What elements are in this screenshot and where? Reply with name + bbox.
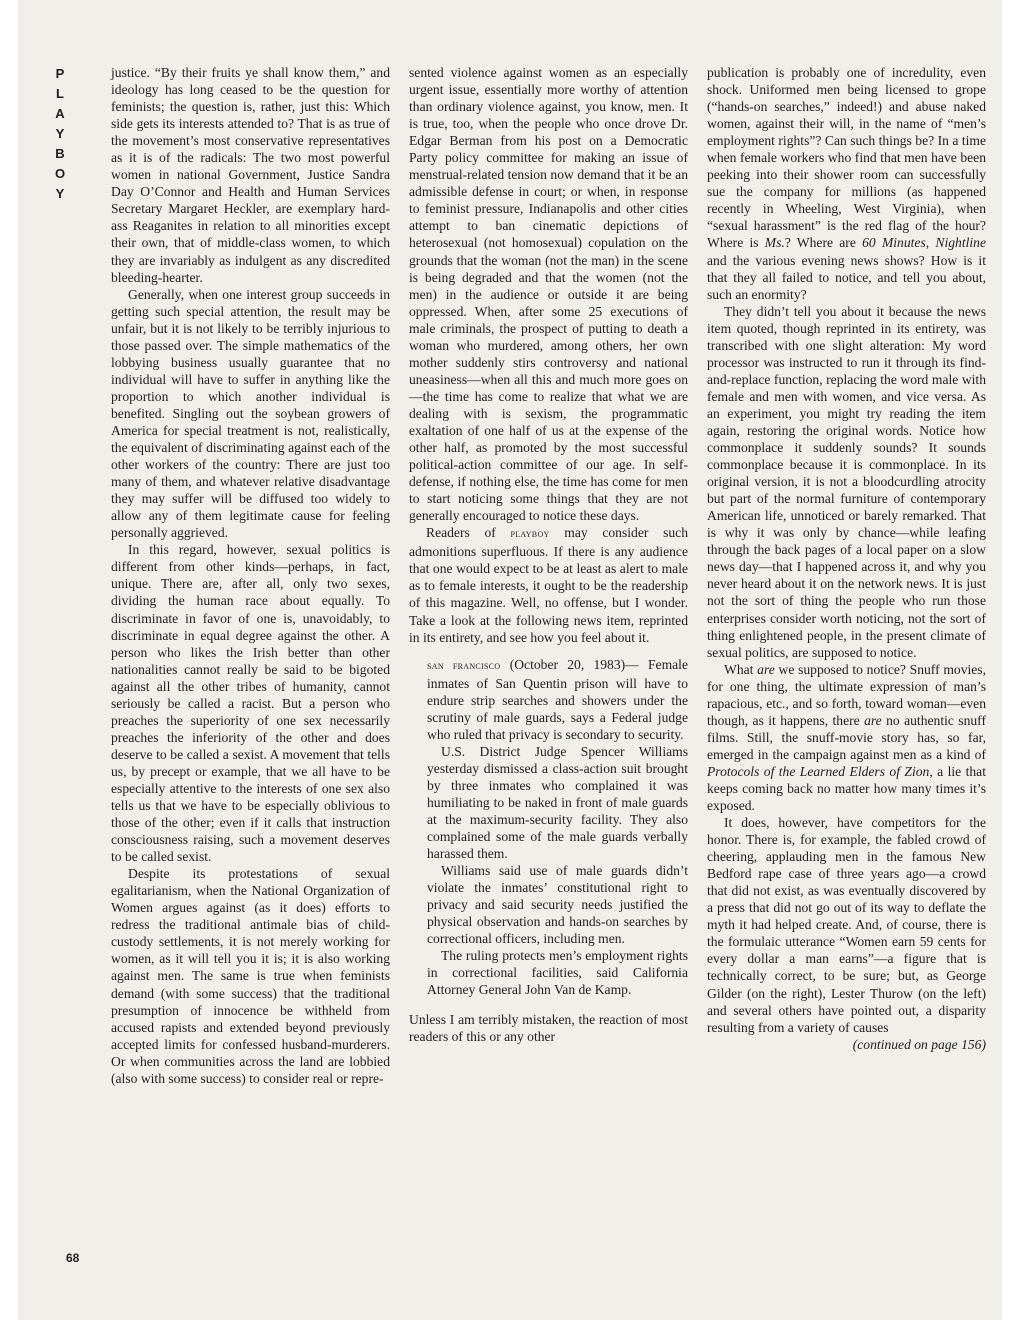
- paragraph: In this regard, however, sexual politics is different from other kinds—perhaps, in fact, unique. There are, after all, only two sexes, dividing the human race about equally. To discriminate in favor of one is, unavoidably, to discriminate in equal degree against the other. A person who likes the Irish better than other nationalities cannot really be said to be bigoted against all the other tribes of humanity, cannot seriously be called a racist. But a person who preaches the superiority of one sex necessarily preaches the inferiority of the other and does deserve to be called a sexist. A movement that tells us, by precept or example, that we all have to be especially attentive to the interests of one sex also tells us that we have to be especially oblivious to those of the other; even if it calls that instruction consciousness raising, such a movement deserves to be called sexist.: [111, 542, 390, 865]
- masthead-letter: Y: [55, 186, 65, 201]
- news-paragraph: Williams said use of male guards didn’t violate the inmates’ constitutional right to privacy and said security needs justified the physical observation and hands-on searches by correctional officers, including men.: [427, 863, 688, 947]
- article-column-1: [111, 64, 390, 1087]
- text-run: , a lie that keeps coming back no matter how many times it’s exposed.: [707, 763, 986, 814]
- paragraph: [707, 661, 986, 814]
- paragraph: Generally, when one interest group succeeds in getting such special attention, the result may be unfair, but it is not likely to be terribly injurious to those passed over. The simple mathematics of the lobbying business usually guarantee that no individual will have to suffer in anything like the proportion to which another individual is benefited. Singling out the soybean growers of America for special treatment is not, realistically, the equivalent of discriminating against each of the other workers of the country: There are just too many of them, and whatever relative disadvantage they may suffer will be diffused too widely to allow any of them legitimate cause for feeling personally aggrieved.: [111, 286, 390, 541]
- magazine-name: playboy: [510, 528, 550, 541]
- text-run: may consider such admonitions superfluous. If there is any audience that one would expect to be at least as alert to male as to female interests, it ought to be the readership of this magazine. Well, no offense, but I wonder. Take a look at the following news item, reprinted in its entirety, and see how you feel about it.: [409, 525, 688, 645]
- text-run: no authentic snuff films. Still, the snuff-movie story has, so far, emerged in the campaign against men as a kind of: [707, 712, 986, 762]
- text-run: What: [724, 661, 758, 677]
- paragraph: [707, 64, 986, 303]
- text-run: Readers of: [426, 525, 511, 541]
- masthead-letter: L: [56, 86, 64, 101]
- news-paragraph: U.S. District Judge Spencer Williams yesterday dismissed a class-action suit brought by three inmates who complained it was humiliating to be naked in front of male guards at the maximum-security facility. They also complained some of the male guards verbally harassed them.: [427, 743, 688, 862]
- news-dateline: san francisco: [427, 659, 501, 672]
- text-run: Female inmates of San Quentin prison will have to endure strip searches and showers under the scrutiny of male guards, says a Federal judge who ruled that privacy is secondary to security.: [427, 656, 688, 742]
- text-run: publication is probably one of incredulity, even shock. Uniformed men being licensed to grope (“hands-on searches,” indeed!) and abuse naked women, against their will, in the name of “men’s employment rights”? Can such things be? In a time when female workers who find that men have been peeking into their shower room can successfully sue the company for millions (as happened recently in Wheeling, West Virginia), when “sexual harassment” is the red flag of the hour? Where is: [707, 65, 986, 251]
- paragraph: justice. “By their fruits ye shall know them,” and ideology has long ceased to be the question for feminists; the question is, rather, just this: Which side gets its interests attended to? That is as true of the movement’s most conservative representatives as it is of the radicals: The two most powerful women in national Government, Justice Sandra Day O’Connor and Health and Human Services Secretary Margaret Heckler, are exemplary hard-ass Reaganites in relation to all minorities except their own, that of middle-class women, to which they are invariably as indulgent as any discredited bleeding-hearter.: [111, 65, 390, 285]
- masthead-letter: B: [55, 146, 65, 161]
- article-column-3: [707, 64, 986, 1053]
- italic-title: Ms.: [764, 235, 785, 251]
- masthead-letter: Y: [55, 126, 65, 141]
- italic-title: Protocols of the Learned Elders of Zion: [707, 763, 930, 779]
- italic-title: Nightline: [935, 235, 986, 251]
- news-paragraph: The ruling protects men’s employment rights in correctional facilities, said California Attorney General John Van de Kamp.: [427, 948, 688, 998]
- news-paragraph: [427, 656, 688, 743]
- paragraph: [409, 524, 688, 645]
- paragraph: sented violence against women as an especially urgent issue, essentially more worthy of attention than ordinary violence against, you know, men. It is true, too, when the people who once drove Dr. Edgar Berman from his post on a Democratic Party policy committee for making an issue of menstrual-related tension now demand that it be an admissible defense in court; or when, in response to feminist pressure, Indianapolis and other cities attempt to ban cinematic depictions of heterosexual (not homosexual) copulation on the grounds that the woman (not the man) in the scene is being degraded and that the women (not the men) in the audience or outside it are being oppressed. When, after some 25 executions of male criminals, the prospect of putting to death a woman who murdered, among others, her own mother suddenly stirs controversy and national uneasiness—when all this and much more goes on—the time has come to realize that what we are dealing with is sexism, the programmatic exaltation of one half of us at the expense of the other half, as promoted by the most successful political-action committee of our age. In self-defense, if nothing else, the time has come for men to start noticing some things that they are not generally encouraged to notice these days.: [409, 65, 688, 524]
- playboy-masthead: [52, 64, 68, 204]
- text-run: we supposed to notice? Snuff movies, for one thing, the ultimate expression of man’s rapacious, etc., and so forth, toward woman—even though, as it happens, there: [707, 661, 986, 728]
- paragraph: Despite its protestations of sexual egalitarianism, when the National Organization of Women argues against (as it does) efforts to redress the traditional antimale bias of child-custody settlements, it is not merely working for women, as it will tell you it is; it is also working against men. The same is true when feminists demand (with some success) that the traditional presumption of innocence be withheld from accused rapists and extended beyond previously accepted limits for confessed husband-murderers. Or when communities across the land are lobbied (also with some success) to consider real or repre-: [111, 866, 390, 1086]
- magazine-page: [18, 0, 1002, 1320]
- quoted-news-item: [427, 656, 688, 999]
- page-number: 68: [66, 1251, 80, 1265]
- italic-emphasis: are: [757, 661, 775, 677]
- italic-emphasis: are: [864, 712, 882, 728]
- masthead-letter: A: [55, 106, 65, 121]
- article-column-2: [409, 64, 688, 1045]
- continued-on-note: (continued on page 156): [852, 1036, 986, 1052]
- news-date: (October 20, 1983)—: [500, 656, 639, 672]
- italic-title: 60 Minutes: [862, 235, 926, 251]
- text-run: ? Where are: [784, 235, 863, 251]
- text-run: and the various evening news shows? How is it that they all failed to notice, and tell you about, such an enormity?: [707, 252, 986, 302]
- paragraph: Unless I am terribly mistaken, the reaction of most readers of this or any other: [409, 1011, 688, 1044]
- paragraph: It does, however, have competitors for the honor. There is, for example, the fabled crowd of cheering, applauding men in the famous New Bedford rape case of three years ago—a crowd that did not exist, as was eventually discovered by a press that did not go out of its way to deflate the myth it had helped create. And, of course, there is the formulaic utterance “Women earn 59 cents for every dollar a man earns”—a figure that is technically correct, to be sure; but, as George Gilder (on the right), Lester Thurow (on the left) and several others have pointed out, a disparity resulting from a variety of causes: [707, 815, 986, 1035]
- masthead-letter: O: [54, 166, 66, 181]
- masthead-letter: P: [55, 66, 65, 81]
- text-run: ,: [925, 235, 936, 251]
- paragraph: They didn’t tell you about it because the news item quoted, though reprinted in its entirety, was transcribed with one slight alteration: My word processor was instructed to run it through its find-and-replace function, replacing the word male with female and men with women, and vice versa. As an experiment, you might try reading the item again, restoring the original words. Notice how commonplace it suddenly sounds? It sounds commonplace because it is commonplace. In its original version, it is not a bloodcurdling atrocity but part of the normal furniture of contemporary American life, unnoticed or barely remarked. That is why it was only by chance—while leafing through the back pages of a local paper on a slow news day—that I happened across it, and why you never heard about it on the network news. It is just not the sort of thing the people who run those enterprises consider worth noticing, not the sort of thing enlightened people, in the present climate of sexual politics, are supposed to notice.: [707, 303, 986, 660]
